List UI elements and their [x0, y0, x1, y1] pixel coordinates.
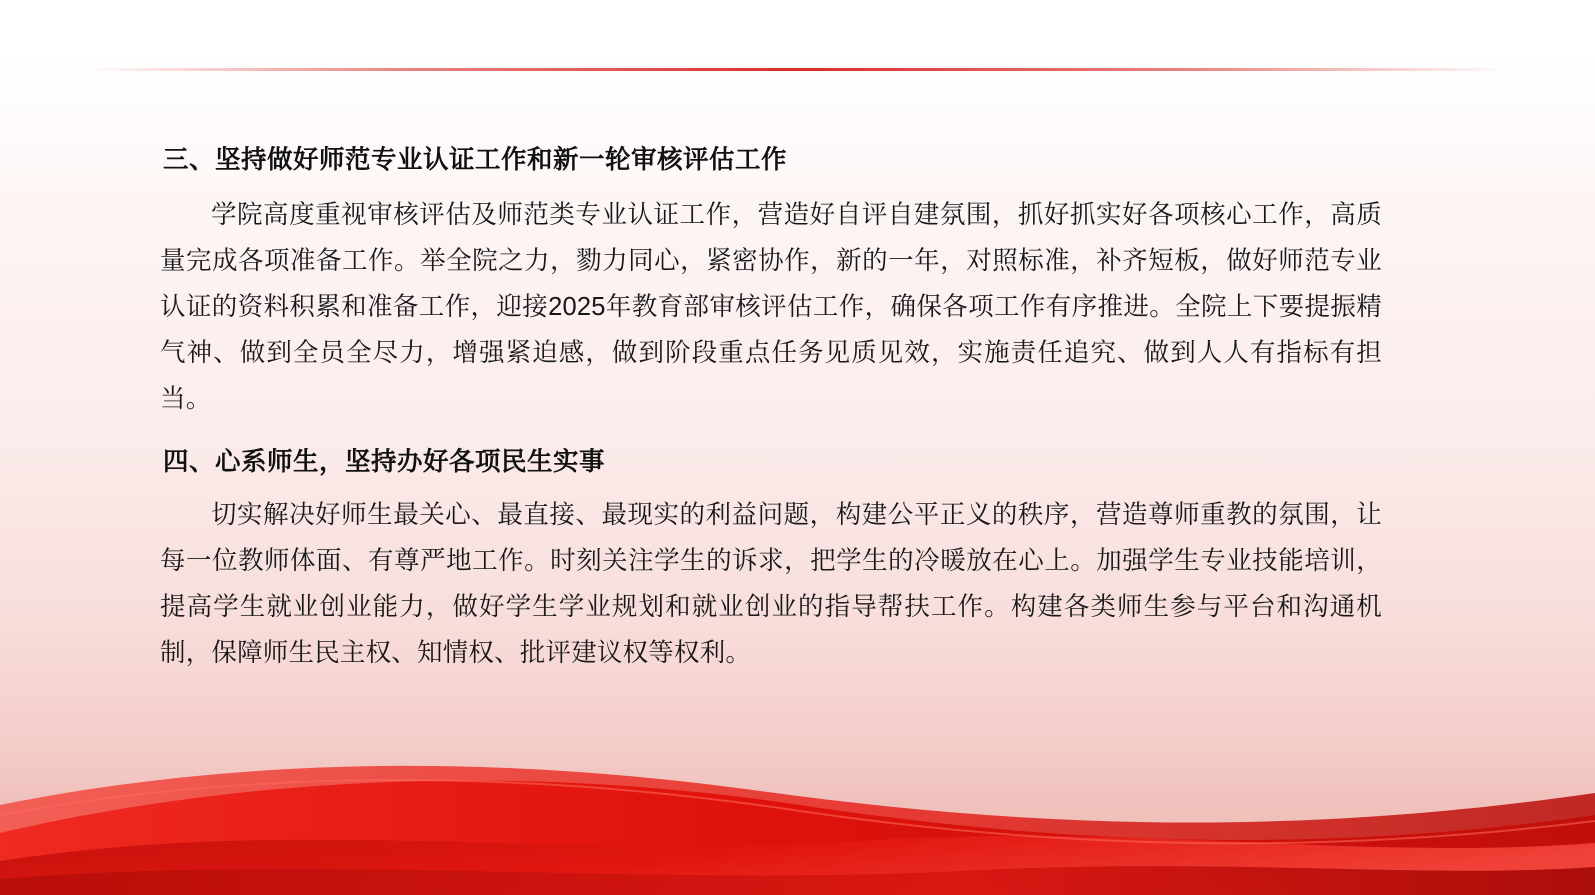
section-heading-four: 四、心系师生，坚持办好各项民生实事	[163, 448, 606, 476]
section-body-four: 切实解决好师生最关心、最直接、最现实的利益问题，构建公平正义的秩序，营造尊师重教的氛围，让每一位教师体面、有尊严地工作。时刻关注学生的诉求，把学生的冷暖放在心上。加强学生专业技能培训，提高学生就业创业能力，做好学生学业规划和就业创业的指导帮扶工作。构建各类师生参与平台和沟通机制，保障师生民主权、知情权、批评建议权等权利。	[160, 501, 1382, 667]
section-body-three: 学院高度重视审核评估及师范类专业认证工作，营造好自评自建氛围，抓好抓实好各项核心工作，高质量完成各项准备工作。举全院之力，勠力同心，紧密协作，新的一年，对照标准，补齐短板，做好师范专业认证的资料积累和准备工作，迎接2025年教育部审核评估工作，确保各项工作有序推进。全院上下要提振精气神、做到全员全尽力，增强紧迫感，做到阶段重点任务见质见效，实施责任追究、做到人人有指标有担当。	[160, 201, 1382, 413]
section-heading-three: 三、坚持做好师范专业认证工作和新一轮审核评估工作	[163, 146, 788, 174]
